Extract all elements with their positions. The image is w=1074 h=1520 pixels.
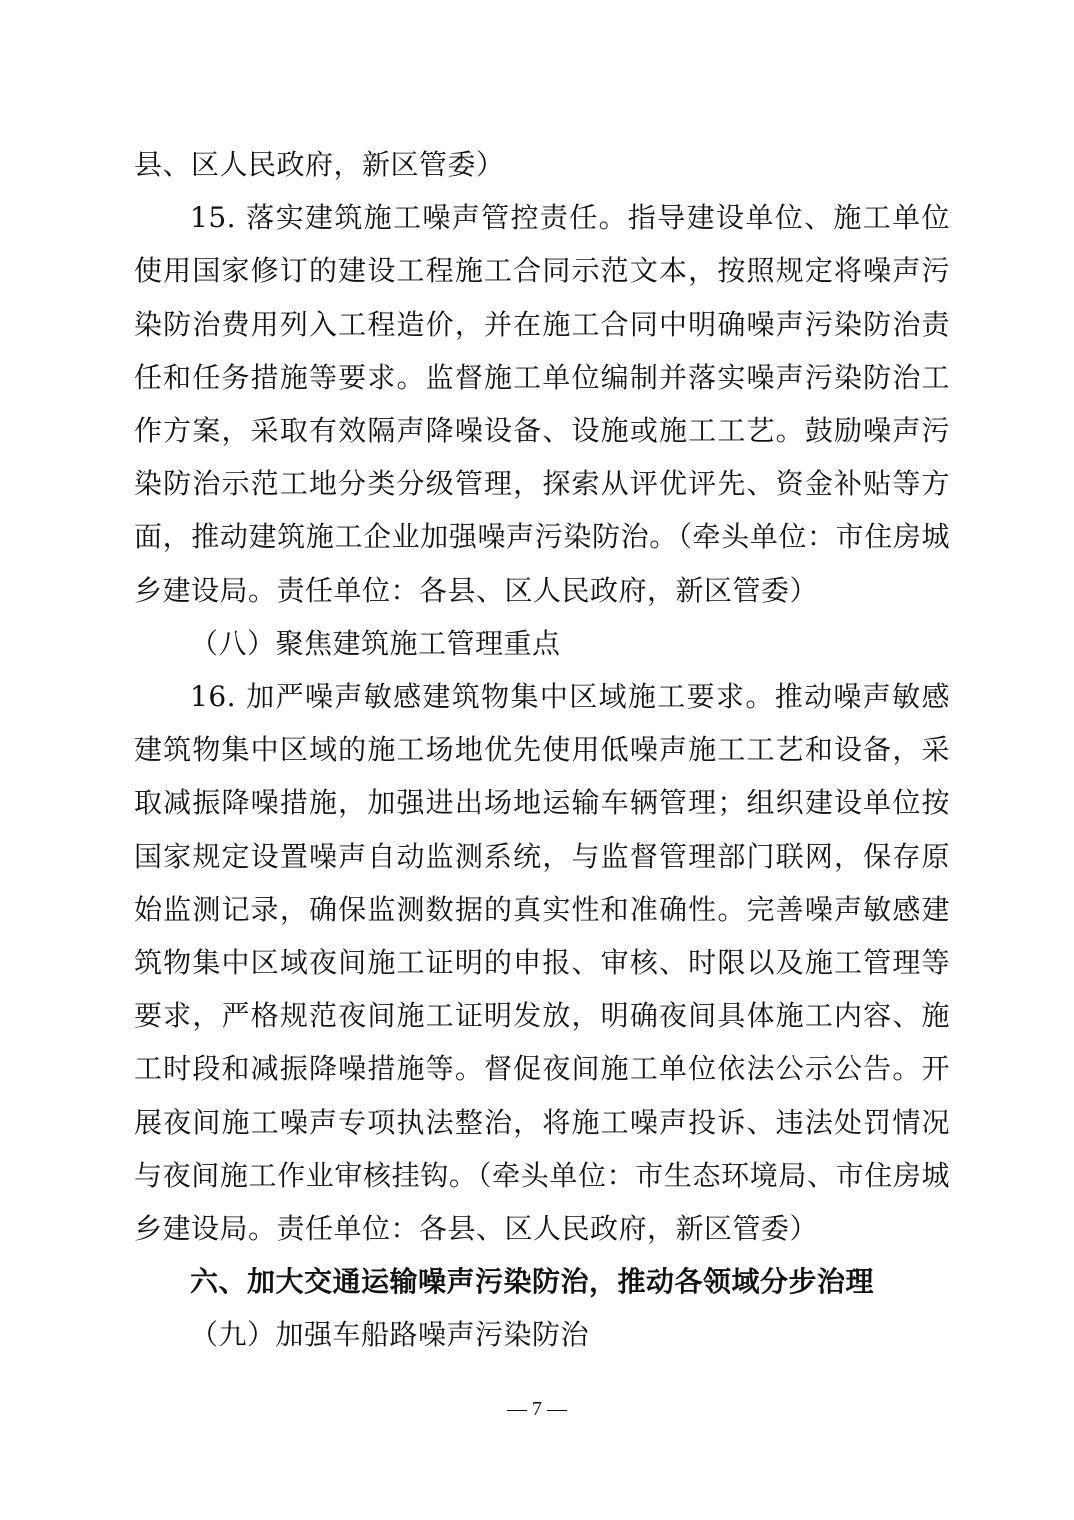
paragraph-item-16: 16. 加严噪声敏感建筑物集中区域施工要求。推动噪声敏感建筑物集中区域的施工场地优先使用低噪声施工工艺和设备，采取减振降噪措施，加强进出场地运输车辆管理；组织建设单位按国家规定设置噪声自动监测系统，与监督管理部门联网，保存原始监测记录，确保监测数据的真实性和准确性。完善噪声敏感建筑物集中区域夜间施工证明的申报、审核、时限以及施工管理等要求，严格规范夜间施工证明发放，明确夜间具体施工内容、施工时段和减振降噪措施等。督促夜间施工单位依法公示公告。开展夜间施工噪声专项执法整治，将施工噪声投诉、违法处罚情况与夜间施工作业审核挂钩。（牵头单位：市生态环境局、市住房城乡建设局。责任单位：各县、区人民政府，新区管委） bbox=[134, 680, 950, 1246]
subheading-9: （九）加强车船路噪声污染防治 bbox=[190, 1318, 590, 1352]
paragraph-continuation: 县、区人民政府，新区管委） bbox=[134, 148, 505, 181]
page-number: — 7 — bbox=[507, 1398, 567, 1420]
subheading-8: （八）聚焦建筑施工管理重点 bbox=[190, 626, 561, 660]
paragraph-item-15: 15. 落实建筑施工噪声管控责任。指导建设单位、施工单位使用国家修订的建设工程施工合同示范文本，按照规定将噪声污染防治费用列入工程造价，并在施工合同中明确噪声污染防治责任和任务措施等要求。监督施工单位编制并落实噪声污染防治工作方案，采取有效隔声降噪设备、设施或施工工艺。鼓励噪声污染防治示范工地分类分级管理，探索从评优评先、资金补贴等方面，推动建筑施工企业加强噪声污染防治。（牵头单位：市住房城乡建设局。责任单位：各县、区人民政府，新区管委） bbox=[134, 201, 950, 607]
section-heading-6: 六、加大交通运输噪声污染防治，推动各领域分步治理 bbox=[190, 1265, 875, 1299]
page-body bbox=[134, 138, 950, 1362]
